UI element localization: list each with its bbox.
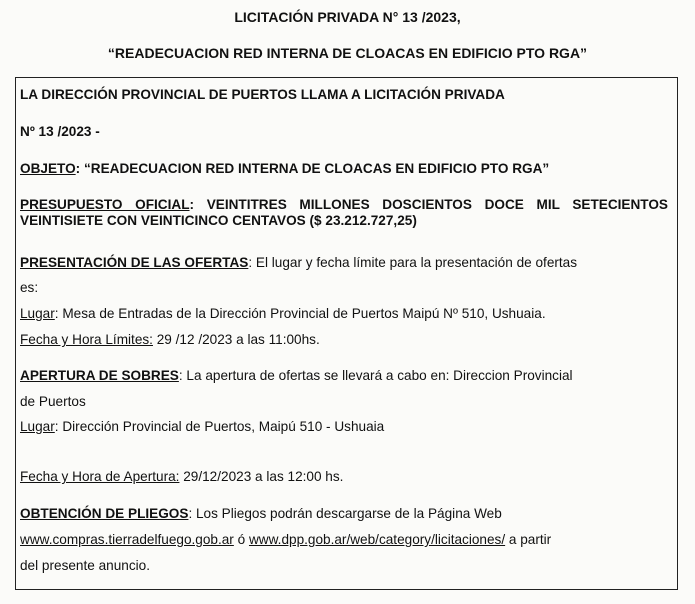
presentacion-label: PRESENTACIÓN DE LAS OFERTAS: [20, 255, 249, 270]
last-line: del presente anuncio.: [20, 558, 150, 573]
compras-link[interactable]: www.compras.tierradelfuego.gob.ar: [20, 532, 234, 547]
apertura-line: [20, 368, 573, 383]
pliegos-label: OBTENCIÓN DE PLIEGOS: [20, 506, 189, 521]
link-tail: a partir: [505, 532, 552, 547]
objeto-label: OBJETO: [20, 161, 76, 176]
presentacion-text-1: : El lugar y fecha límite para la presentación de ofertas: [248, 255, 578, 270]
link-separator: ó: [233, 532, 249, 547]
lugar-2-text: : Dirección Provincial de Puertos, Maipú 510 - Ushuaia: [54, 419, 385, 434]
apertura-text-2: de Puertos: [20, 394, 86, 409]
lugar-1-text: : Mesa de Entradas de la Dirección Provincial de Puertos Maipú Nº 510, Ushuaia.: [54, 306, 546, 321]
lugar-2-label: Lugar: [20, 419, 55, 434]
dpp-link[interactable]: www.dpp.gob.ar/web/category/licitaciones/: [248, 532, 506, 547]
title-line-1: LICITACIÓN PRIVADA N° 13 /2023,: [234, 9, 461, 25]
presupuesto-text: : VEINTITRES MILLONES DOSCIENTOS DOCE MIL SETECIENTOS VEINTISIETE CON VEINTICINCO CENTAVOS ($ 23.212.727,25): [20, 197, 668, 228]
apertura-text-1: : La apertura de ofertas se llevará a cabo en: Direccion Provincial: [178, 368, 573, 383]
objeto-text: : “READECUACION RED INTERNA DE CLOACAS EN EDIFICIO PTO RGA”: [75, 161, 550, 176]
fecha-1-line: [20, 332, 320, 347]
call-line-2: Nº 13 /2023 -: [20, 124, 100, 139]
pliegos-text: : Los Pliegos podrán descargarse de la Página Web: [188, 506, 502, 521]
fecha-2-line: [20, 469, 343, 484]
call-line-1: LA DIRECCIÓN PROVINCIAL DE PUERTOS LLAMA A LICITACIÓN PRIVADA: [20, 87, 505, 102]
lugar-1-line: [20, 306, 546, 321]
fecha-1-label: Fecha y Hora Límites:: [20, 332, 153, 347]
fecha-2-label: Fecha y Hora de Apertura:: [20, 469, 180, 484]
objeto-line: [20, 161, 549, 176]
links-line: [20, 532, 551, 547]
notice-box: [15, 77, 678, 590]
presupuesto-label: PRESUPUESTO OFICIAL: [20, 197, 190, 212]
presentacion-line: [20, 255, 577, 270]
pliegos-line: [20, 506, 502, 521]
lugar-1-label: Lugar: [20, 306, 55, 321]
fecha-1-text: 29 /12 /2023 a las 11:00hs.: [152, 332, 320, 347]
fecha-2-text: 29/12/2023 a las 12:00 hs.: [179, 469, 344, 484]
title-line-2: “READECUACION RED INTERNA DE CLOACAS EN EDIFICIO PTO RGA”: [107, 45, 588, 61]
presentacion-text-2: es:: [20, 280, 39, 295]
presupuesto-line: [20, 197, 668, 229]
apertura-label: APERTURA DE SOBRES: [20, 368, 179, 383]
lugar-2-line: [20, 419, 384, 434]
